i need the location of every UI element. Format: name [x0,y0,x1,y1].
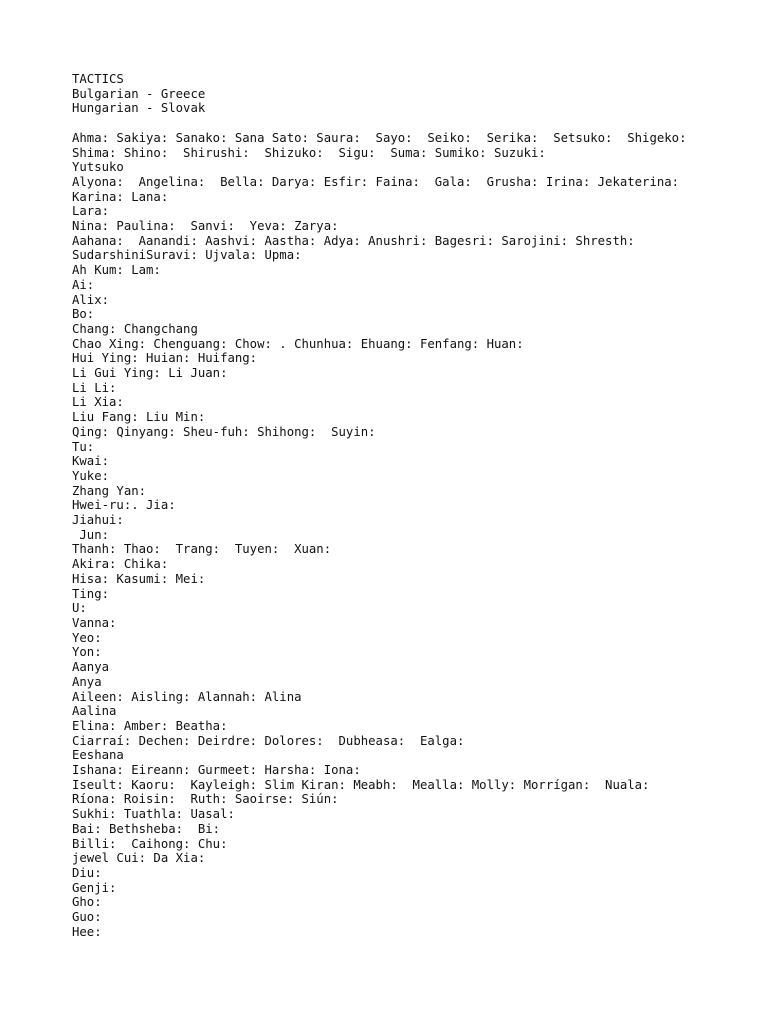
text-line: Hwei-ru:. Jia: [72,498,176,513]
text-line: Aalina [72,704,117,719]
text-line: Shima: Shino: Shirushi: Shizuko: Sigu: Suma: Sumiko: Suzuki: [72,145,546,160]
text-line: Zhang Yan: [72,483,147,498]
text-line: Chao Xing: Chenguang: Chow: . Chunhua: Ehuang: Fenfang: Huan: [72,336,524,351]
text-line: jewel Cui: Da Xia: [72,851,206,866]
text-line: SudarshiniSuravi: Ujvala: Upma: [72,248,302,263]
text-line: Aileen: Aisling: Alannah: Alina [72,689,302,704]
text-line: Yon: [72,645,102,660]
text-line: Ciarraí: Dechen: Deirdre: Dolores: Dubheasa: Ealga: [72,733,465,748]
text-line: Bo: [72,307,95,322]
text-line: Kwai: [72,454,110,469]
text-line: Karina: Lana: [72,189,169,204]
text-line: Ah Kum: Lam: [72,263,161,278]
text-line: Alix: [72,292,110,307]
text-line: Qing: Qinyang: Sheu-fuh: Shihong: Suyin: [72,424,376,439]
document-page [72,72,768,939]
text-line: Hee: [72,924,102,939]
text-line: Aahana: Aanandi: Aashvi: Aastha: Adya: Anushri: Bagesri: Sarojini: Shresth: [72,233,635,248]
text-line: Eeshana [72,748,124,763]
text-line: Ríona: Roisin: Ruth: Saoirse: Siún: [72,792,339,807]
text-line: Jiahui: [72,513,124,528]
text-line: Aanya [72,660,110,675]
name-list [72,131,768,940]
text-line: Li Xia: [72,395,124,410]
document-title: TACTICS [72,72,124,86]
text-line: Thanh: Thao: Trang: Tuyen: Xuan: [72,542,332,557]
text-line: Lara: [72,204,110,219]
text-line: Ahma: Sakiya: Sanako: Sana Sato: Saura: Sayo: Seiko: Serika: Setsuko: Shigeko: [72,130,687,145]
text-line: Ishana: Eireann: Gurmeet: Harsha: Iona: [72,763,361,778]
text-line: Hui Ying: Huian: Huifang: [72,351,258,366]
text-line: Nina: Paulina: Sanvi: Yeva: Zarya: [72,219,339,234]
text-line: Elina: Amber: Beatha: [72,718,228,733]
text-line: Yuke: [72,468,110,483]
text-line: Chang: Changchang [72,321,198,336]
text-line: U: [72,601,87,616]
text-line: Li Li: [72,380,117,395]
text-line: Genji: [72,880,117,895]
text-line: Liu Fang: Liu Min: [72,410,206,425]
text-line: Li Gui Ying: Li Juan: [72,366,228,381]
text-line: Hisa: Kasumi: Mei: [72,571,206,586]
text-line: Guo: [72,910,102,925]
text-line: Jun: [72,527,110,542]
text-line: Yeo: [72,630,102,645]
subtitle-line: Hungarian - Slovak [72,101,206,116]
text-line: Tu: [72,439,95,454]
text-line: Anya [72,674,102,689]
text-line: Ai: [72,277,95,292]
text-line: Sukhi: Tuathla: Uasal: [72,807,235,822]
text-line: Billi: Caihong: Chu: [72,836,228,851]
text-line: Yutsuko [72,160,124,175]
text-line: Ting: [72,586,110,601]
subtitle-line: Bulgarian - Greece [72,86,206,101]
text-line: Vanna: [72,616,117,630]
text-line: Diu: [72,865,102,880]
text-line: Alyona: Angelina: Bella: Darya: Esfir: Faina: Gala: Grusha: Irina: Jekaterina: [72,174,680,189]
text-line: Akira: Chika: [72,557,169,572]
text-line: Bai: Bethsheba: Bi: [72,821,221,836]
text-line: Gho: [72,895,102,910]
text-line: Iseult: Kaoru: Kayleigh: Slim Kiran: Meabh: Mealla: Molly: Morrígan: Nuala: [72,777,650,792]
blank-line [72,116,768,131]
